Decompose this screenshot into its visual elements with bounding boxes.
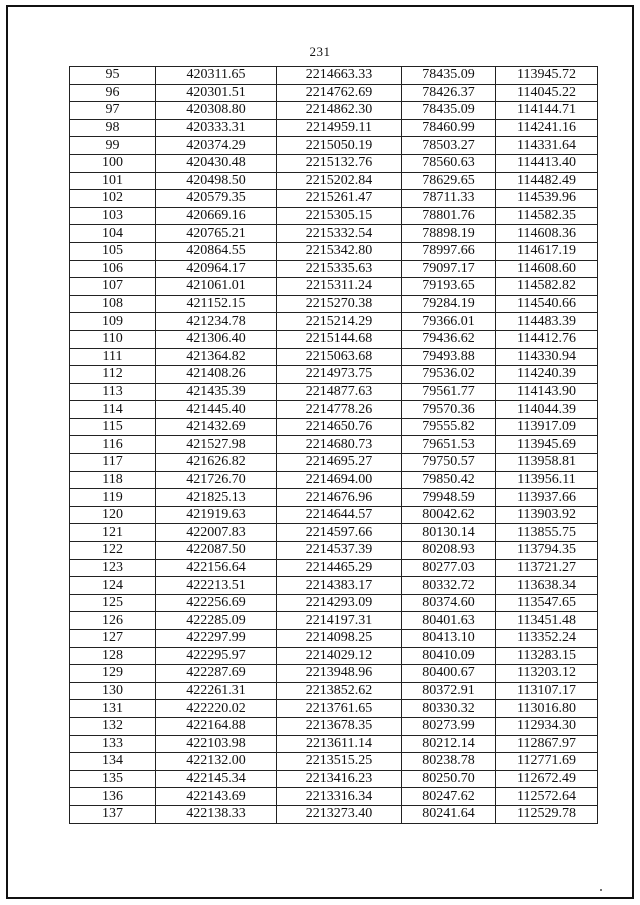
coord-y2-cell: 113352.24 [496, 630, 598, 648]
table-row [70, 471, 598, 489]
coord-y1-cell: 2214293.09 [277, 594, 402, 612]
point-number-cell: 104 [70, 225, 156, 243]
coord-y1-cell: 2214537.39 [277, 542, 402, 560]
coord-y1-cell: 2214680.73 [277, 436, 402, 454]
coord-x1-cell: 421919.63 [156, 506, 277, 524]
point-number-cell: 116 [70, 436, 156, 454]
coord-x1-cell: 420374.29 [156, 137, 277, 155]
table-row [70, 524, 598, 542]
coord-y2-cell: 114331.64 [496, 137, 598, 155]
coord-y2-cell: 114482.49 [496, 172, 598, 190]
coord-y2-cell: 114143.90 [496, 383, 598, 401]
scan-speck [600, 889, 602, 891]
coord-y2-cell: 114412.76 [496, 330, 598, 348]
coord-x1-cell: 420430.48 [156, 154, 277, 172]
coord-y1-cell: 2215063.68 [277, 348, 402, 366]
point-number-cell: 131 [70, 700, 156, 718]
coord-x1-cell: 421408.26 [156, 366, 277, 384]
coord-y1-cell: 2215342.80 [277, 242, 402, 260]
coord-x2-cell: 78426.37 [402, 84, 496, 102]
point-number-cell: 137 [70, 805, 156, 823]
coord-y2-cell: 113794.35 [496, 542, 598, 560]
coord-y2-cell: 114413.40 [496, 154, 598, 172]
coord-x2-cell: 78711.33 [402, 190, 496, 208]
table-row [70, 84, 598, 102]
coord-x2-cell: 80277.03 [402, 559, 496, 577]
table-row [70, 559, 598, 577]
coord-y2-cell: 113107.17 [496, 682, 598, 700]
coord-y2-cell: 114483.39 [496, 313, 598, 331]
coord-y1-cell: 2214778.26 [277, 401, 402, 419]
point-number-cell: 132 [70, 717, 156, 735]
coord-y1-cell: 2213515.25 [277, 753, 402, 771]
coord-x2-cell: 79561.77 [402, 383, 496, 401]
point-number-cell: 136 [70, 788, 156, 806]
coord-x2-cell: 79555.82 [402, 418, 496, 436]
table-row [70, 647, 598, 665]
coord-y2-cell: 114608.60 [496, 260, 598, 278]
coord-y1-cell: 2213316.34 [277, 788, 402, 806]
coord-y1-cell: 2215335.63 [277, 260, 402, 278]
coord-x1-cell: 422138.33 [156, 805, 277, 823]
point-number-cell: 102 [70, 190, 156, 208]
coord-x2-cell: 78435.09 [402, 102, 496, 120]
coord-x2-cell: 79948.59 [402, 489, 496, 507]
point-number-cell: 135 [70, 770, 156, 788]
coord-x2-cell: 80330.32 [402, 700, 496, 718]
coord-x1-cell: 421435.39 [156, 383, 277, 401]
coord-x1-cell: 421825.13 [156, 489, 277, 507]
coord-x1-cell: 421432.69 [156, 418, 277, 436]
coord-x1-cell: 420498.50 [156, 172, 277, 190]
table-row [70, 717, 598, 735]
coord-y1-cell: 2215270.38 [277, 295, 402, 313]
coord-x1-cell: 421527.98 [156, 436, 277, 454]
coord-x2-cell: 79570.36 [402, 401, 496, 419]
coordinates-table [69, 66, 598, 824]
coord-x2-cell: 79493.88 [402, 348, 496, 366]
point-number-cell: 127 [70, 630, 156, 648]
coord-x1-cell: 420864.55 [156, 242, 277, 260]
coordinates-table-body [70, 67, 598, 824]
page-number: 231 [309, 44, 331, 59]
coord-y1-cell: 2214694.00 [277, 471, 402, 489]
table-row [70, 119, 598, 137]
coord-x1-cell: 422164.88 [156, 717, 277, 735]
coord-y1-cell: 2214650.76 [277, 418, 402, 436]
table-row [70, 805, 598, 823]
point-number-cell: 121 [70, 524, 156, 542]
coord-x1-cell: 420308.80 [156, 102, 277, 120]
table-row [70, 682, 598, 700]
coord-y1-cell: 2214029.12 [277, 647, 402, 665]
point-number-cell: 98 [70, 119, 156, 137]
coord-x2-cell: 80400.67 [402, 665, 496, 683]
coord-x1-cell: 420579.35 [156, 190, 277, 208]
coord-y1-cell: 2214644.57 [277, 506, 402, 524]
coord-x1-cell: 422295.97 [156, 647, 277, 665]
coord-y2-cell: 114540.66 [496, 295, 598, 313]
coord-y2-cell: 114241.16 [496, 119, 598, 137]
point-number-cell: 100 [70, 154, 156, 172]
coord-x1-cell: 422143.69 [156, 788, 277, 806]
point-number-cell: 113 [70, 383, 156, 401]
coord-x2-cell: 80374.60 [402, 594, 496, 612]
table-row [70, 278, 598, 296]
coord-y1-cell: 2215332.54 [277, 225, 402, 243]
point-number-cell: 111 [70, 348, 156, 366]
coord-x1-cell: 422145.34 [156, 770, 277, 788]
coord-x2-cell: 80042.62 [402, 506, 496, 524]
coord-y2-cell: 113903.92 [496, 506, 598, 524]
coord-y1-cell: 2214695.27 [277, 454, 402, 472]
coord-x2-cell: 78997.66 [402, 242, 496, 260]
coord-y2-cell: 113203.12 [496, 665, 598, 683]
coord-x2-cell: 79651.53 [402, 436, 496, 454]
coord-x2-cell: 80208.93 [402, 542, 496, 560]
coord-x1-cell: 420964.17 [156, 260, 277, 278]
table-row [70, 542, 598, 560]
coord-x2-cell: 80413.10 [402, 630, 496, 648]
page-border-right [632, 5, 634, 898]
coord-y2-cell: 113547.65 [496, 594, 598, 612]
point-number-cell: 130 [70, 682, 156, 700]
coord-x1-cell: 421364.82 [156, 348, 277, 366]
coord-y1-cell: 2213761.65 [277, 700, 402, 718]
coord-y2-cell: 113283.15 [496, 647, 598, 665]
coord-y1-cell: 2215050.19 [277, 137, 402, 155]
coord-y2-cell: 112672.49 [496, 770, 598, 788]
coord-x1-cell: 422156.64 [156, 559, 277, 577]
coord-y1-cell: 2214959.11 [277, 119, 402, 137]
coord-x2-cell: 79097.17 [402, 260, 496, 278]
point-number-cell: 106 [70, 260, 156, 278]
coord-y1-cell: 2213852.62 [277, 682, 402, 700]
coord-y1-cell: 2213678.35 [277, 717, 402, 735]
coord-x1-cell: 420669.16 [156, 207, 277, 225]
table-row [70, 594, 598, 612]
coord-x2-cell: 80130.14 [402, 524, 496, 542]
table-row [70, 753, 598, 771]
coord-y1-cell: 2215202.84 [277, 172, 402, 190]
table-row [70, 418, 598, 436]
table-row [70, 454, 598, 472]
coord-y1-cell: 2214663.33 [277, 67, 402, 85]
coord-y1-cell: 2214597.66 [277, 524, 402, 542]
coord-y1-cell: 2213273.40 [277, 805, 402, 823]
point-number-cell: 134 [70, 753, 156, 771]
table-row [70, 665, 598, 683]
table-row [70, 260, 598, 278]
coord-y2-cell: 112572.64 [496, 788, 598, 806]
table-row [70, 506, 598, 524]
table-row [70, 401, 598, 419]
coord-y2-cell: 113451.48 [496, 612, 598, 630]
table-row [70, 313, 598, 331]
point-number-cell: 96 [70, 84, 156, 102]
table-row [70, 770, 598, 788]
page-border-top [6, 5, 634, 7]
coord-y1-cell: 2215144.68 [277, 330, 402, 348]
table-row [70, 242, 598, 260]
coord-y1-cell: 2214197.31 [277, 612, 402, 630]
table-row [70, 172, 598, 190]
coord-x2-cell: 80372.91 [402, 682, 496, 700]
table-row [70, 225, 598, 243]
coord-x2-cell: 80273.99 [402, 717, 496, 735]
coord-y1-cell: 2215132.76 [277, 154, 402, 172]
point-number-cell: 108 [70, 295, 156, 313]
coord-x1-cell: 422132.00 [156, 753, 277, 771]
coord-y1-cell: 2213948.96 [277, 665, 402, 683]
coord-x2-cell: 80238.78 [402, 753, 496, 771]
point-number-cell: 101 [70, 172, 156, 190]
coord-y2-cell: 114240.39 [496, 366, 598, 384]
point-number-cell: 112 [70, 366, 156, 384]
coord-x2-cell: 80410.09 [402, 647, 496, 665]
coord-x2-cell: 78898.19 [402, 225, 496, 243]
table-row [70, 295, 598, 313]
coord-x2-cell: 80212.14 [402, 735, 496, 753]
table-row [70, 67, 598, 85]
coord-x1-cell: 421061.01 [156, 278, 277, 296]
table-row [70, 137, 598, 155]
coord-x2-cell: 79536.02 [402, 366, 496, 384]
coord-y1-cell: 2214877.63 [277, 383, 402, 401]
coord-x1-cell: 421445.40 [156, 401, 277, 419]
coord-y2-cell: 114045.22 [496, 84, 598, 102]
coord-x2-cell: 79366.01 [402, 313, 496, 331]
coord-x1-cell: 421726.70 [156, 471, 277, 489]
table-row [70, 366, 598, 384]
coord-x1-cell: 422287.69 [156, 665, 277, 683]
point-number-cell: 110 [70, 330, 156, 348]
coord-y2-cell: 114582.35 [496, 207, 598, 225]
coord-x2-cell: 78629.65 [402, 172, 496, 190]
coord-x2-cell: 78460.99 [402, 119, 496, 137]
coord-y1-cell: 2214383.17 [277, 577, 402, 595]
coord-y2-cell: 114330.94 [496, 348, 598, 366]
coord-y2-cell: 112771.69 [496, 753, 598, 771]
point-number-cell: 107 [70, 278, 156, 296]
table-row [70, 735, 598, 753]
point-number-cell: 128 [70, 647, 156, 665]
coord-x1-cell: 422285.09 [156, 612, 277, 630]
table-row [70, 489, 598, 507]
point-number-cell: 125 [70, 594, 156, 612]
coord-x1-cell: 422261.31 [156, 682, 277, 700]
coord-x2-cell: 80247.62 [402, 788, 496, 806]
coord-y1-cell: 2214098.25 [277, 630, 402, 648]
coord-y2-cell: 114144.71 [496, 102, 598, 120]
table-row [70, 348, 598, 366]
coord-y1-cell: 2215214.29 [277, 313, 402, 331]
point-number-cell: 95 [70, 67, 156, 85]
page-border-bottom [6, 897, 634, 899]
coord-x1-cell: 421234.78 [156, 313, 277, 331]
table-row [70, 577, 598, 595]
coord-x1-cell: 420311.65 [156, 67, 277, 85]
coord-x1-cell: 422103.98 [156, 735, 277, 753]
coord-y2-cell: 112934.30 [496, 717, 598, 735]
coord-y2-cell: 114539.96 [496, 190, 598, 208]
coord-y2-cell: 114608.36 [496, 225, 598, 243]
coord-x1-cell: 420301.51 [156, 84, 277, 102]
coord-y1-cell: 2214465.29 [277, 559, 402, 577]
coord-y2-cell: 113721.27 [496, 559, 598, 577]
point-number-cell: 105 [70, 242, 156, 260]
coord-x1-cell: 422007.83 [156, 524, 277, 542]
coord-x1-cell: 420333.31 [156, 119, 277, 137]
point-number-cell: 129 [70, 665, 156, 683]
coord-y2-cell: 113855.75 [496, 524, 598, 542]
coord-y2-cell: 112529.78 [496, 805, 598, 823]
point-number-cell: 123 [70, 559, 156, 577]
coord-x1-cell: 421306.40 [156, 330, 277, 348]
coord-x2-cell: 80250.70 [402, 770, 496, 788]
point-number-cell: 99 [70, 137, 156, 155]
coord-y2-cell: 113638.34 [496, 577, 598, 595]
point-number-cell: 122 [70, 542, 156, 560]
table-row [70, 788, 598, 806]
page-border-left [6, 5, 8, 898]
coord-x1-cell: 422297.99 [156, 630, 277, 648]
coord-y1-cell: 2213416.23 [277, 770, 402, 788]
coord-y2-cell: 114582.82 [496, 278, 598, 296]
point-number-cell: 115 [70, 418, 156, 436]
point-number-cell: 97 [70, 102, 156, 120]
coord-x1-cell: 421626.82 [156, 454, 277, 472]
point-number-cell: 126 [70, 612, 156, 630]
coord-y2-cell: 113917.09 [496, 418, 598, 436]
coord-x1-cell: 420765.21 [156, 225, 277, 243]
table-row [70, 436, 598, 454]
coord-x2-cell: 79284.19 [402, 295, 496, 313]
coord-x2-cell: 80332.72 [402, 577, 496, 595]
table-row [70, 330, 598, 348]
coord-y1-cell: 2215311.24 [277, 278, 402, 296]
coord-x1-cell: 421152.15 [156, 295, 277, 313]
coord-y2-cell: 114044.39 [496, 401, 598, 419]
coord-x2-cell: 78801.76 [402, 207, 496, 225]
table-row [70, 207, 598, 225]
point-number-cell: 109 [70, 313, 156, 331]
coord-x1-cell: 422256.69 [156, 594, 277, 612]
table-row [70, 154, 598, 172]
coord-x2-cell: 79193.65 [402, 278, 496, 296]
coord-y2-cell: 113958.81 [496, 454, 598, 472]
coord-y2-cell: 112867.97 [496, 735, 598, 753]
coord-x2-cell: 80241.64 [402, 805, 496, 823]
coord-x2-cell: 78503.27 [402, 137, 496, 155]
coord-y1-cell: 2214676.96 [277, 489, 402, 507]
point-number-cell: 118 [70, 471, 156, 489]
point-number-cell: 117 [70, 454, 156, 472]
coord-x1-cell: 422213.51 [156, 577, 277, 595]
table-row [70, 190, 598, 208]
point-number-cell: 119 [70, 489, 156, 507]
point-number-cell: 124 [70, 577, 156, 595]
coord-y1-cell: 2214862.30 [277, 102, 402, 120]
point-number-cell: 114 [70, 401, 156, 419]
coord-x1-cell: 422220.02 [156, 700, 277, 718]
coord-y2-cell: 114617.19 [496, 242, 598, 260]
coord-x2-cell: 79436.62 [402, 330, 496, 348]
coord-x2-cell: 79750.57 [402, 454, 496, 472]
coord-y1-cell: 2214762.69 [277, 84, 402, 102]
coord-x2-cell: 78560.63 [402, 154, 496, 172]
coord-y2-cell: 113945.69 [496, 436, 598, 454]
table-row [70, 102, 598, 120]
coord-y1-cell: 2214973.75 [277, 366, 402, 384]
table-row [70, 630, 598, 648]
coord-x2-cell: 79850.42 [402, 471, 496, 489]
point-number-cell: 120 [70, 506, 156, 524]
coord-x2-cell: 80401.63 [402, 612, 496, 630]
coord-y2-cell: 113945.72 [496, 67, 598, 85]
table-row [70, 700, 598, 718]
coord-y1-cell: 2215305.15 [277, 207, 402, 225]
coord-x2-cell: 78435.09 [402, 67, 496, 85]
coord-y2-cell: 113956.11 [496, 471, 598, 489]
point-number-cell: 103 [70, 207, 156, 225]
coord-y1-cell: 2215261.47 [277, 190, 402, 208]
coord-y2-cell: 113937.66 [496, 489, 598, 507]
coord-y2-cell: 113016.80 [496, 700, 598, 718]
table-row [70, 383, 598, 401]
table-row [70, 612, 598, 630]
point-number-cell: 133 [70, 735, 156, 753]
coord-y1-cell: 2213611.14 [277, 735, 402, 753]
coord-x1-cell: 422087.50 [156, 542, 277, 560]
